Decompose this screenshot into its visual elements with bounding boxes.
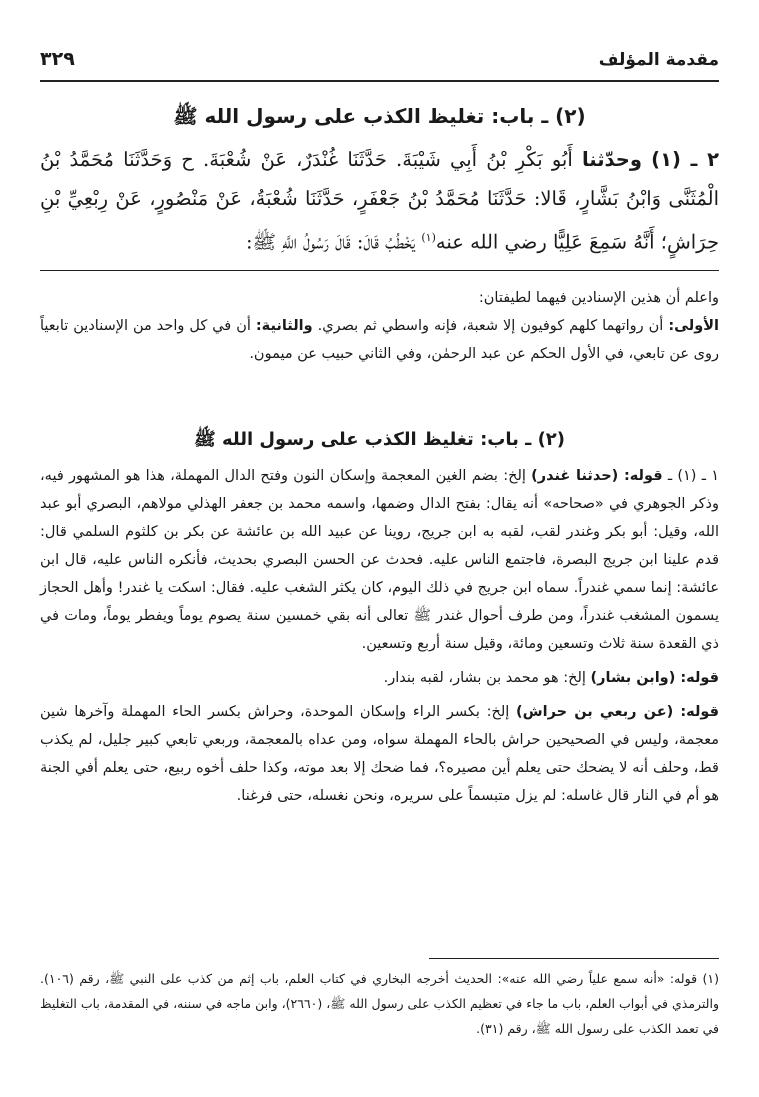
comment-2-label: قوله: (وابن بشار): [590, 670, 719, 686]
page-number: ٣٢٩: [40, 48, 75, 70]
point-text-1: أن رواتهما كلهم كوفيون إلا شعبة، فإنه واسطي ثم بصري.: [317, 318, 664, 334]
chapter-heading: (٢) ـ باب: تغليظ الكذب على رسول الله ﷺ: [173, 104, 586, 128]
page-title: مقدمة المؤلف: [598, 50, 719, 70]
commentary-body: [40, 462, 719, 810]
hadith-text: [40, 140, 719, 262]
comment-1: [40, 462, 719, 658]
intro-paragraph: واعلم أن هذين الإسنادين فيهما لطيفتان:: [478, 290, 719, 306]
footnote-separator: [429, 958, 719, 959]
footnote: [40, 966, 719, 1041]
text-separator: [40, 270, 719, 271]
footnote-mark[interactable]: (١): [421, 231, 436, 244]
comment-1-text: إلخ: بضم الغين المعجمة وإسكان النون وفتح الدال المهملة، هذا هو المشهور فيه، وذكر الجوهري في «صحاحه» أنه يقال: بفتح الدال وضمها، واسمه محمد بن جعفر الهذلي مولاهم، البصري أبو عبد الله، وقيل: أبو بكر وغندر لقب، لقبه به ابن جريج، روينا عن عبيد الله بن عائشة عن بكر بن كلثوم السلمي قال: قدم علينا ابن جريج البصرة، فاجتمع الناس عليه. فحدث عن الحسن البصري بحديث، فأنكره الناس عليه، قال ابن عائشة: إنما سمي غندراً. سماه ابن جريج في ذلك اليوم، كان يكثر الشغب عليه. فقال: اسكت يا غندر! وأهل الحجاز يسمون المشغب غندراً، ومن طرف أحوال غندر ﷺ تعالى أنه بقي خمسين سنة يصوم يوماً ويفطر يوماً، ومات في ذي القعدة سنة ثلاث وتسعين ومائة، وقيل سنة أربع وتسعين.: [40, 468, 719, 652]
point-label-1: الأولى:: [668, 318, 720, 334]
footnote-number: (١): [702, 971, 720, 986]
comment-1-number: ١ ـ (١) ـ: [667, 468, 719, 484]
point-text-2: أن في كل واحد من الإسنادين تابعياً روى عن تابعي، في الأول الحكم عن عبد الرحمٰن، وفي الثاني حبيب عن ميمون.: [40, 318, 719, 362]
intro-points: [40, 312, 719, 368]
footnote-text: قوله: «أنه سمع علياً رضي الله عنه»: الحديث أخرجه البخاري في كتاب العلم، باب إثم من كذب على النبي ﷺ، رقم (١٠٦). والترمذي في أبواب العلم، باب ما جاء في تعظيم الكذب على رسول الله ﷺ، (٢٦٦٠)، وابن ماجه في سننه، في المقدمة، باب التغليظ في تعمد الكذب على رسول الله ﷺ، رقم (٣١).: [40, 971, 720, 1036]
hadith-number: ٢ ـ (١): [651, 148, 719, 171]
comment-2-text: إلخ: هو محمد بن بشار، لقبه بندار.: [383, 670, 586, 686]
hadith-body-end: يَخْطُبُ قَالَ: قَالَ رَسُولُ اللَّهِ ﷺ:: [245, 230, 416, 254]
comment-3-text: إلخ: بكسر الراء وإسكان الموحدة، وحراش بكسر الحاء المهملة وآخرها شين معجمة، وليس في الصحيحين حراش بالحاء المهملة سواه، ومن عداه بالمعجمة، وربعي تابعي كبير جليل، لم يكذب قط، وحلف أنه لا يضحك حتى يعلم أين مصيره؟، فما ضحك إلا بعد موته، وكذا حلف أخوه ربيع، حتى يعلم أفي الجنة هو أم في النار قال غاسله: لم يزل متبسماً على سريره، ونحن نغسله، حتى فرغنا.: [40, 704, 719, 804]
point-label-2: والثانية:: [255, 318, 313, 334]
commentary-intro: [40, 284, 719, 368]
header-rule: [40, 80, 719, 82]
comment-2: [40, 664, 719, 692]
hadith-body: أَبُو بَكْرِ بْنُ أَبِي شَيْبَةَ. حَدَّثَنَا غُنْدَرٌ، عَنْ شُعْبَةَ. ح وَحَدَّثَنَا مُحَمَّدُ بْنُ الْمُثَنَّى وَابْنُ بَشَّارٍ، قَالا: حَدَّثَنَا مُحَمَّدُ بْنُ جَعْفَرٍ، حَدَّثَنَا شُعْبَةُ، عَنْ مَنْصُورٍ، عَنْ رِبْعِيِّ بْنِ حِرَاشٍ؛ أَنَّهُ سَمِعَ عَلِيًّا رضي الله عنه: [40, 148, 719, 254]
page-header: [40, 42, 719, 82]
commentary-chapter-heading: (٢) ـ باب: تغليظ الكذب على رسول الله ﷺ: [193, 429, 566, 450]
comment-1-label: قوله: (حدثنا غندر): [531, 468, 663, 484]
comment-3-label: قوله: (عن ربعي بن حراش): [516, 704, 720, 720]
hadith-lead: وحدّثنا: [581, 148, 642, 171]
comment-3: [40, 698, 719, 810]
